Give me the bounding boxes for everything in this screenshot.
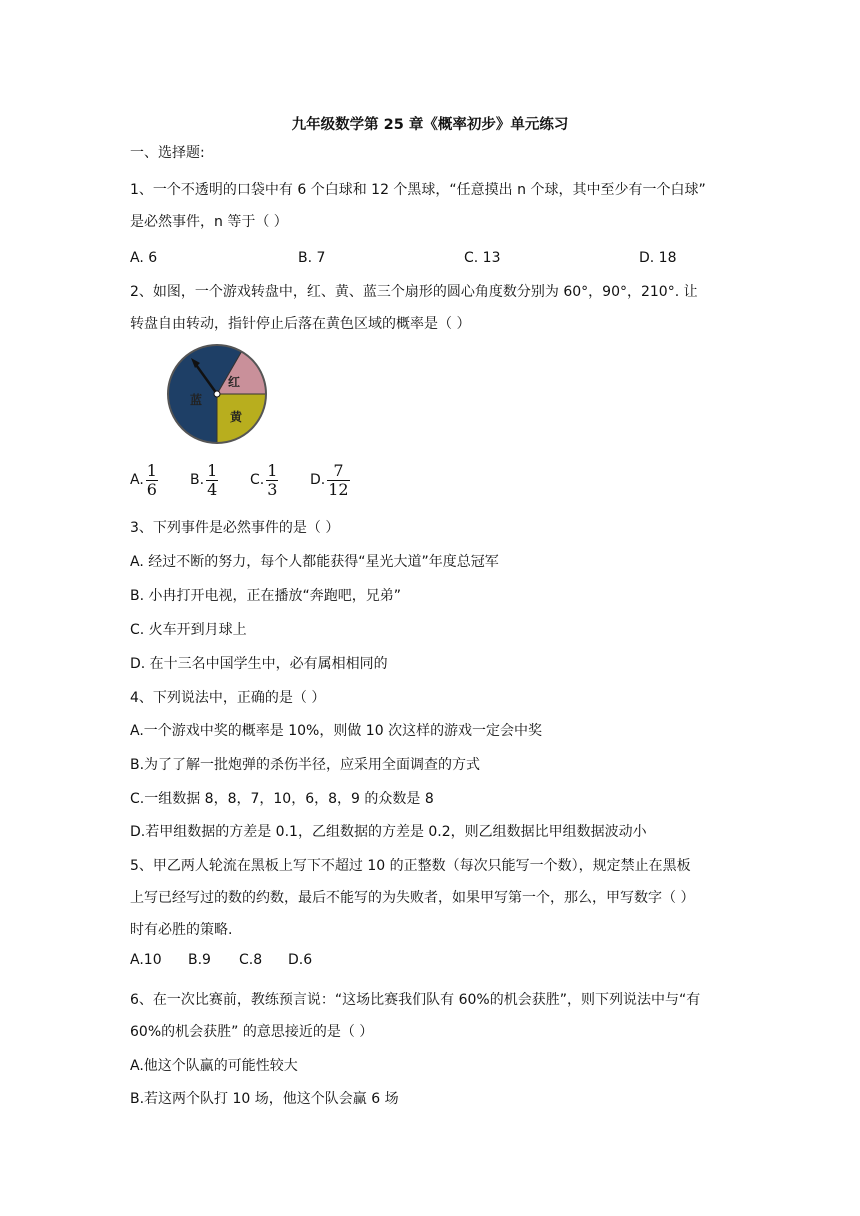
q3-option-a: A. 经过不断的努力，每个人都能获得“星光大道”年度总冠军 [130,554,499,570]
q5-option-a: A.10 [130,952,162,968]
q5-stem-line3: 时有必胜的策略. [130,922,233,938]
q4-option-b: B.为了了解一批炮弹的杀伤半径，应采用全面调查的方式 [130,757,481,773]
q4-stem: 4、下列说法中，正确的是（ ） [130,690,326,706]
q1-option-c: C. 13 [464,250,501,266]
q1-option-b: B. 7 [298,250,326,266]
q1-stem-line2: 是必然事件，n 等于（ ） [130,214,288,230]
q2-option-a-label: A. [130,472,144,488]
q2-stem-line1: 2、如图，一个游戏转盘中，红、黄、蓝三个扇形的圆心角度数分别为 60°，90°，210°. 让 [130,284,698,300]
q4-option-c: C.一组数据 8，8，7，10，6，8，9 的众数是 8 [130,791,434,807]
denominator: 6 [146,479,157,499]
q5-option-b: B.9 [188,952,211,968]
q4-option-d: D.若甲组数据的方差是 0.1，乙组数据的方差是 0.2，则乙组数据比甲组数据波动小 [130,824,647,840]
q6-option-a: A.他这个队赢的可能性较大 [130,1058,298,1074]
q2-option-b [190,458,218,502]
numerator: 1 [146,460,157,480]
q5-stem-line2: 上写已经写过的数的约数，最后不能写的为失败者，如果甲写第一个，那么，甲写数字（ ） [130,890,695,906]
q5-option-d: D.6 [288,952,313,968]
q2-option-c [250,458,278,502]
blue-label: 蓝 [189,393,203,407]
fraction [327,462,349,499]
q1-stem-line1: 1、一个不透明的口袋中有 6 个白球和 12 个黑球，“任意摸出 n 个球，其中至少有一个白球” [130,182,706,198]
q2-option-c-label: C. [250,472,265,488]
yellow-label: 黄 [229,410,243,424]
q1-options [130,248,690,268]
q3-option-b: B. 小冉打开电视，正在播放“奔跑吧，兄弟” [130,588,402,604]
pointer-pivot [214,391,220,397]
numerator: 7 [333,460,344,480]
q2-option-d-label: D. [310,472,326,488]
q3-option-d: D. 在十三名中国学生中，必有属相相同的 [130,656,388,672]
q2-option-b-label: B. [190,472,205,488]
q6-option-b: B.若这两个队打 10 场，他这个队会赢 6 场 [130,1091,399,1107]
q1-option-a: A. 6 [130,250,158,266]
q2-options [130,458,430,502]
q6-stem-line1: 6、在一次比赛前，教练预言说：“这场比赛我们队有 60%的机会获胜”，则下列说法中与“有 [130,992,701,1008]
section-heading: 一、选择题: [130,145,205,161]
q2-option-d [310,458,350,502]
denominator: 3 [267,479,278,499]
q2-stem-line2: 转盘自由转动，指针停止后落在黄色区域的概率是（ ） [130,316,471,332]
q5-option-c: C.8 [239,952,263,968]
q2-option-a [130,458,158,502]
fraction [206,462,218,499]
denominator: 12 [328,479,349,499]
denominator: 4 [207,479,218,499]
q5-options [130,950,430,970]
q1-option-d: D. 18 [639,250,677,266]
red-label: 红 [227,375,241,389]
page-title: 九年级数学第 25 章《概率初步》单元练习 [291,117,569,133]
q3-option-c: C. 火车开到月球上 [130,622,247,638]
q3-stem: 3、下列事件是必然事件的是（ ） [130,520,340,536]
numerator: 1 [267,460,278,480]
fraction [146,462,158,499]
q4-option-a: A.一个游戏中奖的概率是 10%，则做 10 次这样的游戏一定会中奖 [130,723,543,739]
q5-stem-line1: 5、甲乙两人轮流在黑板上写下不超过 10 的正整数（每次只能写一个数），规定禁止在黑板 [130,858,691,874]
numerator: 1 [207,460,218,480]
fraction [266,462,278,499]
spinner-figure [164,342,270,446]
q6-stem-line2: 60%的机会获胜” 的意思接近的是（ ） [130,1024,374,1040]
